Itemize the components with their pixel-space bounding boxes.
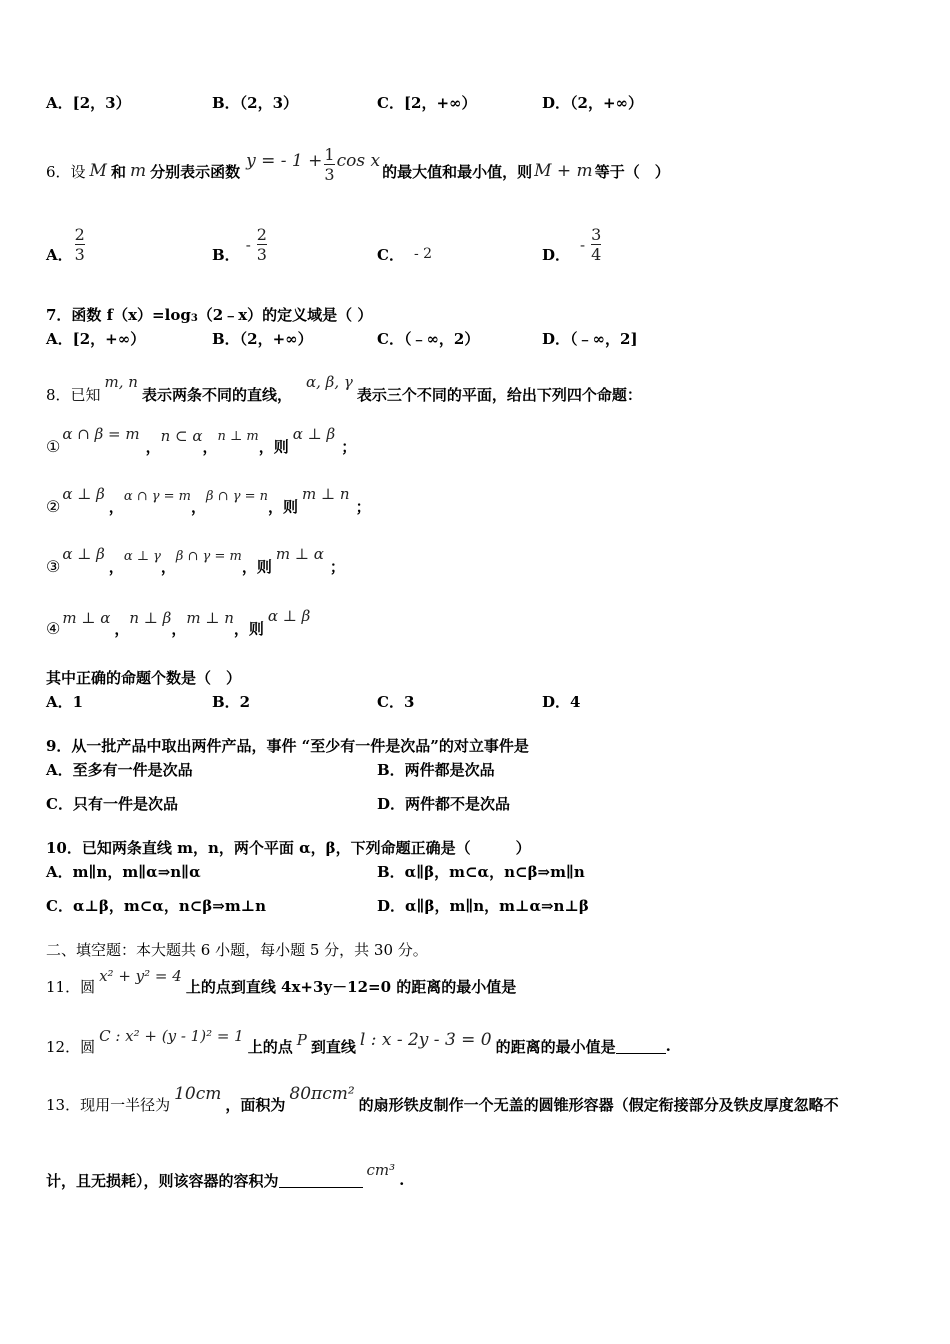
- q13-stem-line2: [46, 1158, 910, 1202]
- q8-prop-1-a: α ∩ β = m: [62, 425, 140, 443]
- q8-comma: ，: [191, 497, 207, 516]
- q12-point-P: P: [296, 1031, 307, 1049]
- q8-prop-3-result: m ⊥ α: [275, 545, 324, 563]
- q13-mid: ，面积为: [225, 1095, 286, 1114]
- q6-option-b[interactable]: [212, 226, 269, 265]
- q8-prop-3-c: β ∩ γ = m: [175, 548, 242, 564]
- q6-option-a-label: A．: [46, 245, 73, 264]
- q6-sum: M + m: [534, 161, 593, 181]
- q8-planes: α, β, γ: [305, 373, 353, 391]
- q13-answer-blank[interactable]: [279, 1173, 363, 1188]
- q6-option-d-sign: -: [580, 236, 586, 254]
- q7-stem: [46, 304, 910, 325]
- q6-frac-num: 1: [324, 144, 335, 164]
- q6-option-b-num: 2: [256, 224, 267, 244]
- q10-option-c[interactable]: C．α⊥β，m⊂α，n⊂β⇒m⊥n: [46, 896, 267, 915]
- q11-prefix: 11．圆: [46, 977, 96, 996]
- q6-option-d-den: 4: [591, 244, 602, 264]
- q9-option-d[interactable]: D．两件都不是次品: [377, 794, 511, 813]
- q13-radius: 10cm: [174, 1084, 222, 1104]
- q8-comma: ，: [114, 619, 130, 638]
- q7-stem-text: 7．函数 f（x）=log: [46, 306, 191, 324]
- q6-options: [46, 218, 910, 272]
- q6-func-lhs: y = - 1 +: [246, 151, 323, 171]
- q6-stem: [46, 144, 910, 198]
- q12-stem: [46, 1026, 910, 1066]
- q8-prop-3-then: ，则: [241, 557, 272, 576]
- q8-prop-2-result: m ⊥ n: [302, 485, 350, 503]
- q13-period: .: [399, 1171, 405, 1189]
- q8-prop-3-b: α ⊥ γ: [123, 548, 161, 564]
- q8-prop-1-result: α ⊥ β: [292, 425, 336, 443]
- q13-suffix: 的扇形铁皮制作一个无盖的圆锥形容器（假定衔接部分及铁皮厚度忽略不: [358, 1095, 839, 1114]
- q5-option-b[interactable]: B．（2，3）: [212, 93, 299, 112]
- q8-prop-4-c: m ⊥ n: [186, 609, 234, 627]
- q13-area: 80πcm²: [289, 1084, 355, 1104]
- q8-option-c[interactable]: C．3: [377, 692, 415, 711]
- q8-prop-2: [46, 485, 910, 524]
- q11-suffix: 上的点到直线 4x+3y－12=0 的距离的最小值是: [185, 977, 517, 996]
- q6-option-b-den: 3: [256, 244, 267, 264]
- q8-prop-2-b: α ∩ γ = m: [123, 488, 192, 504]
- q12-prefix: 12．圆: [46, 1037, 96, 1056]
- q8-option-b[interactable]: B．2: [212, 692, 251, 711]
- q6-prefix: 6．设: [46, 162, 86, 181]
- q8-prop-4-then: ，则: [233, 619, 264, 638]
- q6-option-d-label: D．: [542, 245, 571, 264]
- q6-frac-den: 3: [324, 164, 335, 184]
- q5-option-d[interactable]: D．（2，+∞）: [542, 93, 644, 112]
- q11-stem: [46, 966, 910, 1006]
- q6-option-c-value: - 2: [413, 246, 433, 262]
- q6-option-b-sign: -: [245, 236, 251, 254]
- q9-stem: [46, 735, 910, 756]
- section-2-heading: 二、填空题：本大题共 6 小题，每小题 5 分，共 30 分。: [46, 941, 428, 959]
- q7-option-b[interactable]: B．（2，+∞）: [212, 329, 313, 348]
- q6-option-b-label: B．: [212, 245, 240, 264]
- q10-stem: [46, 837, 910, 858]
- q8-comma: ，: [171, 619, 187, 638]
- q12-mid: 上的点: [247, 1037, 293, 1056]
- q10-stem-text: 10．已知两条直线 m，n，两个平面 α，β，下列命题正确是（ ）: [46, 839, 531, 857]
- q9-option-a[interactable]: A．至多有一件是次品: [46, 760, 193, 779]
- q8-prop-1-b: n ⊂ α: [160, 427, 203, 445]
- q13-prefix: 13．现用一半径为: [46, 1095, 171, 1114]
- q7-option-c[interactable]: C．（﹣∞，2）: [377, 329, 480, 348]
- q8-lines: m, n: [104, 373, 138, 391]
- q13-line2: 计，且无损耗），则该容器的容积为: [46, 1171, 279, 1190]
- q8-prop-1-then: ，则: [258, 437, 289, 456]
- q8-prop-2-a: α ⊥ β: [62, 485, 105, 503]
- q6-option-d-num: 3: [591, 224, 602, 244]
- q8-semicolon: ；: [355, 497, 371, 516]
- q8-prop-4-num: ④: [46, 618, 61, 638]
- q6-option-c-label: C．: [377, 245, 404, 264]
- q8-prop-3-a: α ⊥ β: [62, 545, 105, 563]
- q8-prop-3: [46, 545, 910, 584]
- q6-option-a-den: 3: [74, 244, 85, 264]
- q8-prop-4: [46, 607, 910, 646]
- q6-option-a-num: 2: [74, 224, 85, 244]
- q10-option-b[interactable]: B．α∥β，m⊂α，n⊂β⇒m∥n: [377, 862, 585, 881]
- q8-prop-1-num: ①: [46, 436, 61, 456]
- q8-stem: [46, 373, 910, 412]
- q6-option-b-value: [257, 226, 267, 265]
- q8-question: [46, 667, 910, 688]
- q6-suffix-b: 等于（ ）: [594, 162, 670, 181]
- q8-prefix: 8．已知: [46, 385, 101, 404]
- q7-stem-end: （2﹣x）的定义域是（ ）: [197, 306, 373, 324]
- q8-option-a[interactable]: A．1: [46, 692, 84, 711]
- q8-semicolon: ；: [329, 557, 345, 576]
- q6-var-M: M: [89, 161, 107, 181]
- q8-comma: ，: [108, 557, 124, 576]
- q7-log-base: 3: [190, 313, 198, 324]
- q12-suffix: 的距离的最小值是: [495, 1037, 616, 1056]
- q11-circle-equation: x² + y² = 4: [99, 967, 182, 985]
- q6-option-d-value: [591, 226, 601, 265]
- q13-stem-line1: [46, 1082, 910, 1126]
- q8-prop-4-b: n ⊥ β: [129, 609, 172, 627]
- q12-answer-blank[interactable]: [616, 1039, 666, 1054]
- q7-option-d[interactable]: D．（﹣∞，2]: [542, 329, 638, 348]
- q8-suffix: 表示三个不同的平面，给出下列四个命题：: [356, 385, 642, 404]
- q8-question-text: 其中正确的命题个数是（ ）: [46, 669, 242, 687]
- q6-option-a[interactable]: [46, 226, 87, 265]
- q8-prop-2-then: ，则: [268, 497, 299, 516]
- q8-comma: ，: [160, 557, 176, 576]
- q6-func-fraction: [324, 146, 334, 185]
- q8-option-d[interactable]: D．4: [542, 692, 581, 711]
- q8-prop-1-c: n ⊥ m: [217, 428, 259, 444]
- q6-func-rhs: cos x: [336, 151, 381, 171]
- q6-option-c[interactable]: [377, 244, 436, 265]
- q12-period: .: [665, 1037, 671, 1055]
- q8-comma: ，: [145, 437, 161, 456]
- q8-prop-2-num: ②: [46, 496, 61, 516]
- q6-option-d[interactable]: [542, 226, 603, 265]
- q12-line-equation: l : x - 2y - 3 = 0: [359, 1030, 492, 1050]
- q8-prop-3-num: ③: [46, 556, 61, 576]
- q8-prop-4-a: m ⊥ α: [62, 609, 111, 627]
- q8-comma: ，: [202, 437, 218, 456]
- q9-option-c[interactable]: C．只有一件是次品: [46, 794, 178, 813]
- q6-mid: 分别表示函数: [150, 162, 241, 181]
- q6-option-a-value: [75, 226, 85, 265]
- q10-option-a[interactable]: A．m∥n，m∥α⇒n∥α: [46, 862, 201, 881]
- q13-unit: cm³: [366, 1161, 396, 1179]
- q8-prop-2-c: β ∩ γ = n: [206, 488, 269, 504]
- q6-and: 和: [110, 162, 126, 181]
- q6-var-m: m: [129, 161, 147, 181]
- q9-option-b[interactable]: B．两件都是次品: [377, 760, 495, 779]
- section-title-fill-in: [46, 939, 910, 960]
- q9-stem-text: 9．从一批产品中取出两件产品，事件 “至少有一件是次品”的对立事件是: [46, 737, 529, 755]
- q10-option-d[interactable]: D．α∥β，m∥n，m⊥α⇒n⊥β: [377, 896, 589, 915]
- q12-mid2: 到直线: [310, 1037, 356, 1056]
- q5-option-a[interactable]: A．[2，3）: [46, 93, 131, 112]
- q8-mid: 表示两条不同的直线，: [141, 385, 292, 404]
- q8-prop-4-result: α ⊥ β: [267, 607, 311, 625]
- q7-option-a[interactable]: A．[2，+∞）: [46, 329, 146, 348]
- q6-suffix-a: 的最大值和最小值，则: [382, 162, 533, 181]
- q5-option-c[interactable]: C．[2，+∞）: [377, 93, 477, 112]
- q8-comma: ，: [108, 497, 124, 516]
- q12-circle-equation: C : x² + (y - 1)² = 1: [99, 1027, 244, 1045]
- q8-prop-1: [46, 425, 910, 464]
- q8-semicolon: ；: [341, 437, 357, 456]
